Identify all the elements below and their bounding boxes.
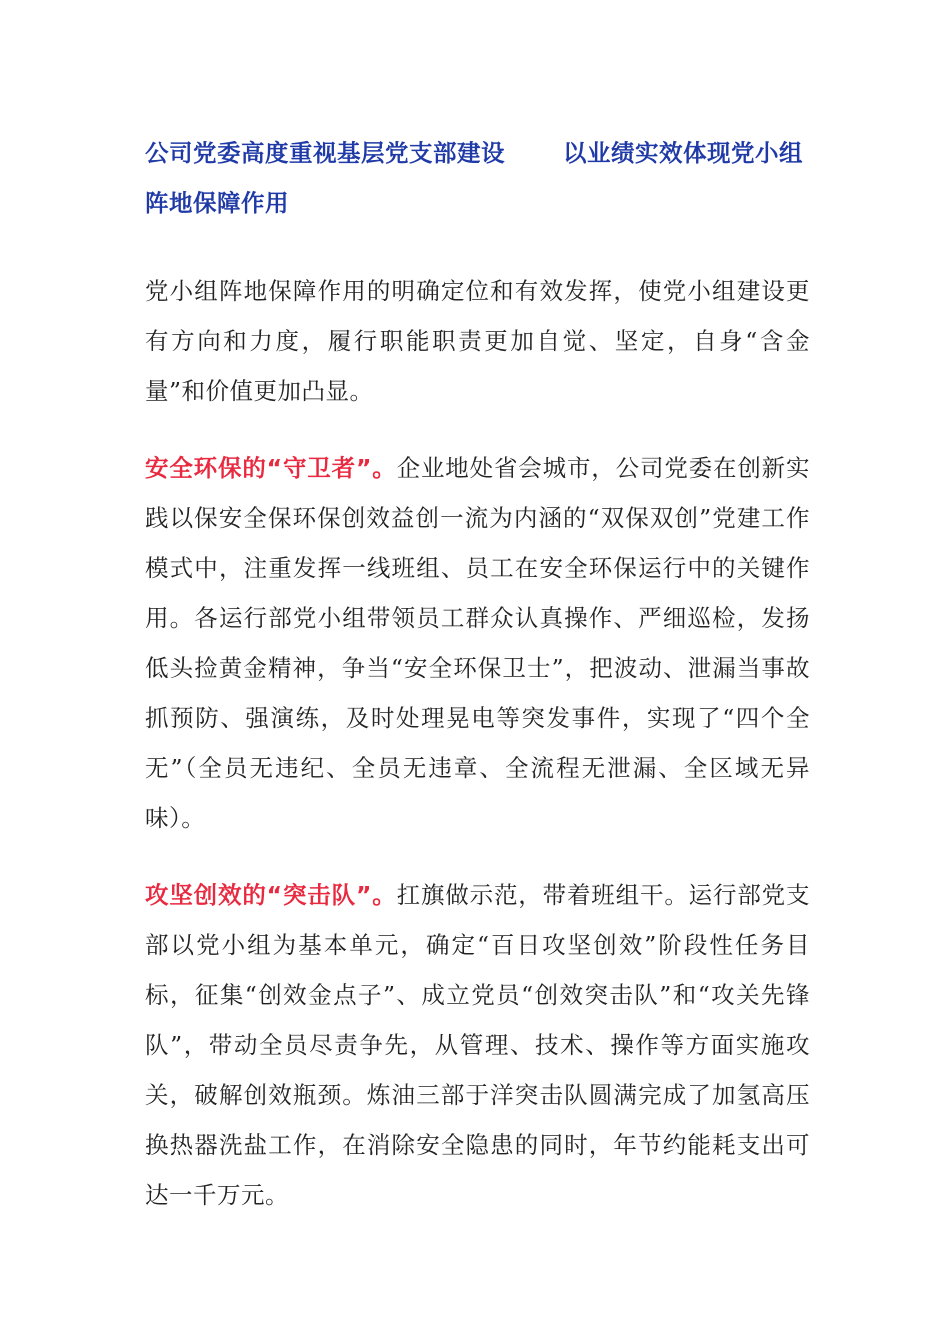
paragraph-intro (145, 266, 810, 416)
paragraph-efficiency (145, 870, 810, 1220)
paragraph-safety-heading: 安全环保的“守卫者”。 (145, 454, 397, 482)
paragraph-efficiency-heading: 攻坚创效的“突击队”。 (145, 881, 397, 909)
paragraph-intro-text: 党小组阵地保障作用的明确定位和有效发挥，使党小组建设更有方向和力度，履行职能职责更加自觉、坚定，自身“含金量”和价值更加凸显。 (145, 277, 810, 405)
document-title (145, 128, 810, 228)
paragraph-safety (145, 443, 810, 843)
paragraph-safety-text: 企业地处省会城市，公司党委在创新实践以保安全保环保创效益创一流为内涵的“双保双创”党建工作模式中，注重发挥一线班组、员工在安全环保运行中的关键作用。各运行部党小组带领员工群众认真操作、严细巡检，发扬低头捡黄金精神，争当“安全环保卫士”，把波动、泄漏当事故抓预防、强演练，及时处理晃电等突发事件，实现了“四个全无”（全员无违纪、全员无违章、全流程无泄漏、全区域无异味）。 (145, 454, 811, 832)
title-part-1: 公司党委高度重视基层党支部建设 (145, 139, 505, 167)
title-part-2: 以业绩实效体现党小组阵地保障作用 (145, 139, 803, 217)
document-page (145, 128, 810, 1220)
paragraph-efficiency-text: 扛旗做示范，带着班组干。运行部党支部以党小组为基本单元，确定“百日攻坚创效”阶段性任务目标，征集“创效金点子”、成立党员“创效突击队”和“攻关先锋队”，带动全员尽责争先，从管理、技术、操作等方面实施攻关，破解创效瓶颈。炼油三部于洋突击队圆满完成了加氢高压换热器洗盐工作，在消除安全隐患的同时，年节约能耗支出可达一千万元。 (145, 881, 811, 1209)
